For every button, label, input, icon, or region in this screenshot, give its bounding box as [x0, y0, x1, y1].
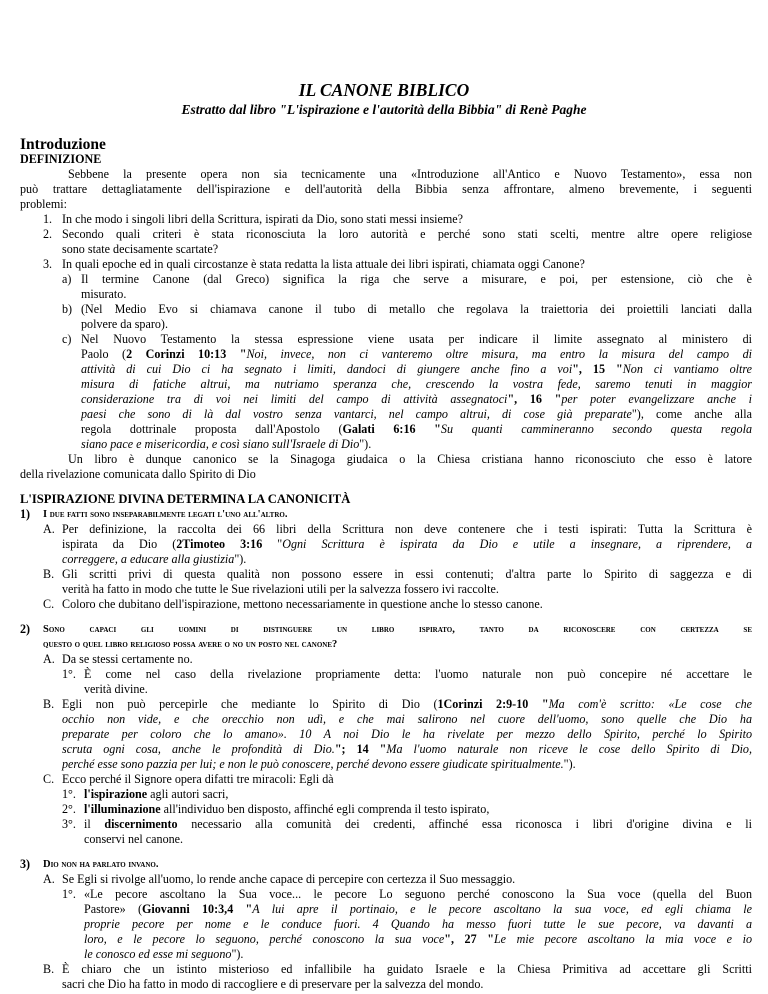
- question-text: In quali epoche ed in quali circostanze è stata redatta la lista attuale dei libri ispirati, chiamata oggi Canone?: [62, 257, 585, 271]
- bible-quote-line: considerazione tra di voi nei limiti del campo di attività assegnatoci", 16 "per poter evangelizzare anche i: [81, 392, 753, 406]
- definition-text: (Nel Medio Evo si chiamava canone il tubo di metallo che regolava la traiettoria dei proiettili lanciati dalla: [81, 302, 752, 316]
- list-letter: c): [62, 332, 72, 346]
- question-text: In che modo i singoli libri della Scrittura, ispirati da Dio, sono stati messi insieme?: [62, 212, 464, 226]
- list-number: 2°.: [62, 802, 76, 816]
- bible-reference: ", 27 ": [444, 932, 494, 946]
- bible-quote-line: scruta ogni cosa, anche le profondità di Dio."; 14 "Ma l'uomo naturale non riceve le cose dello Spirito di Dio,: [62, 742, 752, 756]
- bible-reference: 2 Corinzi 10:13 ": [126, 347, 247, 361]
- body-text: verità divine.: [84, 682, 148, 696]
- list-letter: B.: [43, 567, 55, 581]
- section-number: 2): [20, 622, 31, 636]
- bible-quote-line: siano pace e misericordia, e così siano sull'Israele di Dio").: [81, 437, 372, 451]
- list-letter: B.: [43, 697, 55, 711]
- list-number: 1°.: [62, 667, 76, 681]
- list-number: 1°.: [62, 887, 76, 901]
- bible-quote-line: ispirata da Dio (2Timoteo 3:16 "Ogni Scrittura è ispirata da Dio e utile a insegnare, a riprendere, a: [62, 537, 753, 551]
- section-subheading: questo o quel libro religioso possa avere o no un posto nel canone?: [43, 639, 338, 650]
- bible-quote-line: preparate per coloro che lo amano». 10 A noi Dio le ha rivelate per mezzo dello Spirito, perché lo Spirito: [62, 727, 752, 741]
- bible-reference: 1Corinzi 2:9-10 ": [437, 697, 549, 711]
- bible-quote-line: occhio non vide, e che orecchio non udì, e che mai salirono nel cuore dell'uomo, sono quelle che Dio ha: [62, 712, 752, 726]
- body-text: Gli scritti privi di questa qualità non possono essere in essi contenuti; d'altra parte lo Spirito di saggezza e di: [62, 567, 752, 581]
- body-text: «Le pecore ascoltano la Sua voce... le pecore Lo seguono perché conoscono la Sua voce (quella del Buon: [84, 887, 752, 901]
- definizione-heading: DEFINIZIONE: [20, 152, 102, 166]
- miracle-item: il discernimento necessario alla comunità dei credenti, affinché essa riconosca i libri d'origine divina e li: [84, 817, 752, 831]
- body-text: È chiaro che un istinto misterioso ed infallibile ha guidato Israele e la Chiesa Primitiva ad accettare gli Scritti: [62, 962, 752, 976]
- body-text: È come nel caso della rivelazione propriamente detta: l'uomo naturale non può concepire né accettare le: [84, 667, 752, 681]
- section-subheading: Sono capaci gli uomini di distinguere un libro ispirato, tanto da riconoscere con certezza se: [43, 624, 752, 635]
- section-subheading: Dio non ha parlato invano.: [43, 859, 159, 870]
- list-letter: C.: [43, 772, 55, 786]
- list-number: 1.: [43, 212, 53, 226]
- bible-reference: ", 15 ": [572, 362, 623, 376]
- list-letter: C.: [43, 597, 55, 611]
- list-letter: b): [62, 302, 73, 316]
- list-letter: A.: [43, 522, 55, 536]
- definition-text: Nel Nuovo Testamento la stessa espressione viene usata per indicare il limite assegnato al ministero di: [81, 332, 752, 346]
- section-heading: L'ISPIRAZIONE DIVINA DETERMINA LA CANONICITÀ: [20, 492, 351, 506]
- question-text: sono state decisamente scartate?: [62, 242, 219, 256]
- miracle-item: conservi nel canone.: [84, 832, 184, 846]
- intro-paragraph-line: problemi:: [20, 197, 68, 211]
- list-letter: B.: [43, 962, 55, 976]
- bible-quote-line: attività di cui Dio ci ha segnato i limiti, dandoci di giungere anche fino a voi", 15 "Non ci vantiamo oltre: [81, 362, 752, 376]
- bible-quote-line: Paolo (2 Corinzi 10:13 "Noi, invece, non ci vanteremo oltre misura, ma entro la misura del campo di: [81, 347, 752, 361]
- definition-text: Il termine Canone (dal Greco) significa la riga che serve a misurare, e poi, per estensione, ciò che è: [81, 272, 752, 286]
- list-letter: a): [62, 272, 72, 286]
- list-number: 3°.: [62, 817, 76, 831]
- intro-paragraph-line: può trattare dettagliatamente dell'ispirazione e dell'autorità della Bibbia senza affrontare, almeno brevemente, i seguenti: [20, 182, 752, 196]
- bible-quote-line: Egli non può percepirle che mediante lo Spirito di Dio (1Corinzi 2:9-10 "Ma com'è scritto: «Le cose che: [62, 697, 752, 711]
- body-text: Da se stessi certamente no.: [62, 652, 193, 666]
- bible-reference: "; 14 ": [334, 742, 387, 756]
- list-number: 1°.: [62, 787, 76, 801]
- section-number: 1): [20, 507, 31, 521]
- miracle-item: l'ispirazione agli autori sacri,: [84, 787, 229, 801]
- document-title: IL CANONE BIBLICO: [298, 80, 470, 100]
- body-text: Se Egli si rivolge all'uomo, lo rende anche capace di percepire con certezza il Suo messaggio.: [62, 872, 516, 886]
- list-number: 3.: [43, 257, 53, 271]
- bible-reference: 2Timoteo 3:16: [176, 537, 263, 551]
- bible-quote-line: correggere, a educare alla giustizia").: [62, 552, 247, 566]
- question-text: Secondo quali criteri è stata riconosciuta la loro autorità e perché sono stati scelti, mentre altre opere religiose: [62, 227, 752, 241]
- bible-quote-line: perché esse sono pazzia per lui; e non le può conoscere, perché devono essere giudicate spiritualmente.").: [62, 757, 576, 771]
- list-letter: A.: [43, 652, 55, 666]
- document-subtitle: Estratto dal libro "L'ispirazione e l'autorità della Bibbia" di Renè Paghe: [181, 102, 587, 117]
- bible-reference: Giovanni 10:3,4 ": [141, 902, 253, 916]
- definition-text: misurato.: [81, 287, 127, 301]
- miracle-item: l'illuminazione all'individuo ben disposto, affinché egli comprenda il testo ispirato,: [84, 802, 490, 816]
- bible-quote-line: le conosco ed esse mi seguono").: [84, 947, 244, 961]
- list-number: 2.: [43, 227, 53, 241]
- bible-quote-line: paesi che sono di là dal vostro senza vantarci, nel campo altrui, di cose già preparate"), come anche alla: [81, 407, 752, 421]
- section-subheading: I due fatti sono inseparabilmente legati l'uno all'altro.: [43, 509, 288, 520]
- section-number: 3): [20, 857, 31, 871]
- definition-text: polvere da sparo).: [81, 317, 168, 331]
- bible-quote-line: loro, e le pecore lo seguono, perché conoscono la sua voce", 27 "Le mie pecore ascoltano la mia voce e io: [84, 932, 752, 946]
- body-text: sacri che Dio ha fatto in modo di raccogliere e di preservare per la salvezza del mondo.: [62, 977, 484, 991]
- canon-paragraph-line: Un libro è dunque canonico se la Sinagoga giudaica o la Chiesa cristiana hanno riconosciuto che esso è latore: [68, 452, 752, 466]
- body-text: verità ha fatto in modo che tutte le Sue rivelazioni utili per la salvezza fossero ivi raccolte.: [62, 582, 499, 596]
- bible-quote-line: Pastore» (Giovanni 10:3,4 "A lui apre il portinaio, e le pecore ascoltano la sua voce, ed egli chiama le: [84, 902, 753, 916]
- bible-reference: ", 16 ": [507, 392, 562, 406]
- body-text: Per definizione, la raccolta dei 66 libri della Scrittura non deve contenere che i testi ispirati: Tutta la Scrittura è: [62, 522, 752, 536]
- canon-paragraph-line: della rivelazione comunicata dallo Spirito di Dio: [20, 467, 256, 481]
- bible-quote-line: proprie pecore per nome e le conduce fuori. 4 Quando ha messo fuori tutte le sue pecore, va davanti a: [84, 917, 752, 931]
- intro-heading: Introduzione: [20, 136, 106, 153]
- bible-reference: Galati 6:16 ": [342, 422, 441, 436]
- body-text: Coloro che dubitano dell'ispirazione, mettono necessariamente in questione anche lo stesso canone.: [62, 597, 543, 611]
- bible-quote-line: regola dottrinale proposta dall'Apostolo (Galati 6:16 "Su quanti cammineranno secondo questa regola: [81, 422, 753, 436]
- body-text: Ecco perché il Signore opera difatti tre miracoli: Egli dà: [62, 772, 334, 786]
- intro-paragraph-line: Sebbene la presente opera non sia tecnicamente una «Introduzione all'Antico e Nuovo Testamento», essa non: [68, 167, 752, 181]
- list-letter: A.: [43, 872, 55, 886]
- bible-quote-line: misura di fatiche altrui, ma nutriamo speranza che, crescendo la vostra fede, saremo tenuti in maggior: [81, 377, 752, 391]
